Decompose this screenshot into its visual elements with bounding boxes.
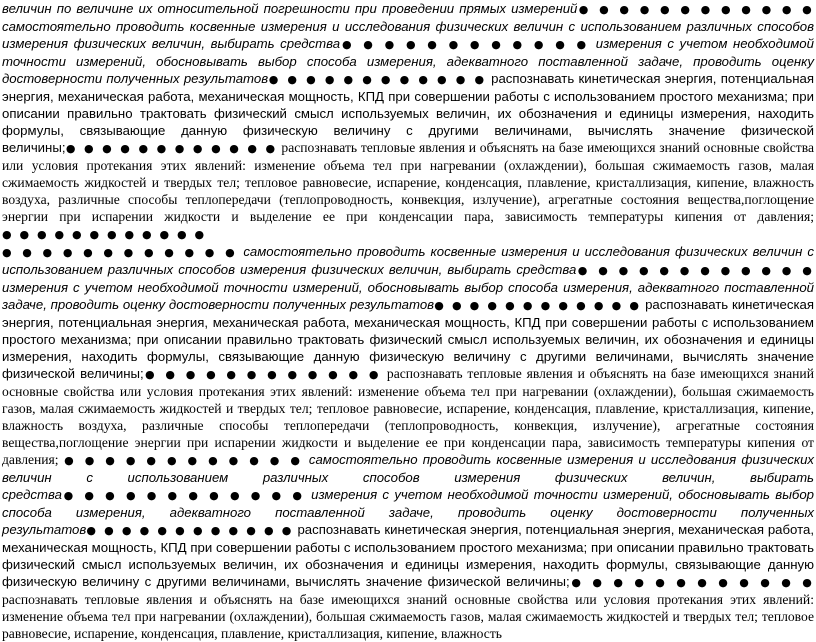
competence-text: измерения с учетом необходимой точности измерений, обосновывать выбор способа измерения, адекватного поставленной задаче, проводить оценку достоверности полученных результатов: [2, 36, 814, 86]
bullet-dots: ● ● ● ● ● ● ● ● ● ● ● ●: [143, 368, 383, 381]
competence-text: распознавать тепловые явления и объяснять на базе имеющихся знаний основные свойства или условия протекания этих явлений: изменение объема тел при нагревании (охлаждении), большая сжимаемость газов, малая сжимаемость жидкостей и твердых тел; тепловое равновесие, испарение, конденсация, плавление, кристаллизация, кипение, влажность воздуха, различные способы теплопередачи (теплопроводность, конвекция, излучение), агрегатные состояния вещества,поглощение энергии при испарении жидкости и выделение ее при конденсации пара, зависимость температуры кипения от давления;: [2, 366, 814, 467]
competence-text: распознавать тепловые явления и объяснять на базе имеющихся знаний основные свойства или условия протекания этих явлений: изменение объема тел при нагревании (охлаждении), большая сжимаемость газов, малая сжимаемость жидкостей и твердых тел; тепловое равновесие, испарение, конденсация, плавление, кристаллизация, кипение, влажность воздуха, различные способы теплопередачи (теплопроводность, конвекция, излучение), агрегатные состояния вещества,поглощение энергии при испарении жидкости и выделение ее при конденсации пара, зависимость температуры кипения от давления;: [2, 140, 814, 224]
bullet-dots: ● ● ● ● ● ● ● ● ● ● ● ●: [2, 246, 239, 259]
competence-text: самостоятельно проводить косвенные измерения и исследования физических величин с использованием различных способов измерения физических величин, выбирать средства: [2, 452, 814, 502]
competence-text: распознавать тепловые явления и объяснять на базе имеющихся знаний основные свойства или условия протекания этих явлений: изменение объема тел при нагревании (охлаждении), большая сжимаемость газов, малая сжимаемость жидкостей и твердых тел; тепловое равновесие, испарение, конденсация, плавление, кристаллизация, кипение, влажность: [2, 592, 814, 641]
competence-text: распознавать кинетическая энергия, потенциальная энергия, механическая работа, механическая мощность, КПД при совершении работы с использованием простого механизма; при описании правильно трактовать физический смысл используемых величин, их обозначения и единицы измерения, находить формулы, связывающие данную физическую величину с другими величинами, вычислять значение физической величины;: [2, 297, 814, 381]
bullet-dots: ● ● ● ● ● ● ● ● ● ● ● ●: [64, 454, 304, 467]
text-block-1: [2, 0, 814, 243]
bullet-dots: ● ● ● ● ● ● ● ● ● ● ● ●: [340, 38, 591, 51]
competence-text: распознавать кинетическая энергия, потенциальная энергия, механическая работа, механическая мощность, КПД при совершении работы с использованием простого механизма; при описании правильно трактовать физический смысл используемых величин, их обозначения и единицы измерения, находить формулы, связывающие данную физическую величину с другими величинами, вычислять значение физической величины;: [2, 522, 814, 589]
bullet-dots: ● ● ● ● ● ● ● ● ● ● ● ●: [268, 73, 487, 86]
bullet-dots: ● ● ● ● ● ● ● ● ● ● ● ●: [569, 576, 814, 589]
bullet-dots: ● ● ● ● ● ● ● ● ● ● ● ●: [577, 3, 814, 16]
bullet-dots: ● ● ● ● ● ● ● ● ● ● ● ●: [61, 489, 306, 502]
competence-text: самостоятельно проводить косвенные измерения и исследования физических величин с использованием различных способов измерения физических величин, выбирать средства: [2, 244, 814, 277]
competence-text: самостоятельно проводить косвенные измерения и исследования физических величин с использованием различных способов измерения физических величин, выбирать средства: [2, 19, 814, 51]
bullet-dots: ● ● ● ● ● ● ● ● ● ● ● ●: [576, 264, 814, 277]
bullet-dots: ● ● ● ● ● ● ● ● ● ● ● ●: [434, 299, 642, 312]
text-block-2: [2, 243, 814, 642]
bullet-dots: ● ● ● ● ● ● ● ● ● ● ● ●: [86, 524, 294, 537]
bullet-dots: ● ● ● ● ● ● ● ● ● ● ● ●: [65, 142, 278, 155]
competence-text: величин по величине их относительной погрешности при проведении прямых измерений: [2, 1, 578, 16]
bullet-dots: ● ● ● ● ● ● ● ● ● ● ● ●: [2, 228, 207, 241]
competence-text: распознавать кинетическая энергия, потенциальная энергия, механическая работа, механическая мощность, КПД при совершении работы с использованием простого механизма; при описании правильно трактовать физический смысл используемых величин, их обозначения и единицы измерения, находить формулы, связывающие данную физическую величину с другими величинами, вычислять значение физической величины;: [2, 71, 814, 155]
competence-text: измерения с учетом необходимой точности измерений, обосновывать выбор способа измерения, адекватного поставленной задаче, проводить оценку достоверности полученных результатов: [2, 280, 814, 312]
competence-text: измерения с учетом необходимой точности измерений, обосновывать выбор способа измерения, адекватного поставленной задаче, проводить оценку достоверности полученных результатов: [2, 487, 814, 537]
